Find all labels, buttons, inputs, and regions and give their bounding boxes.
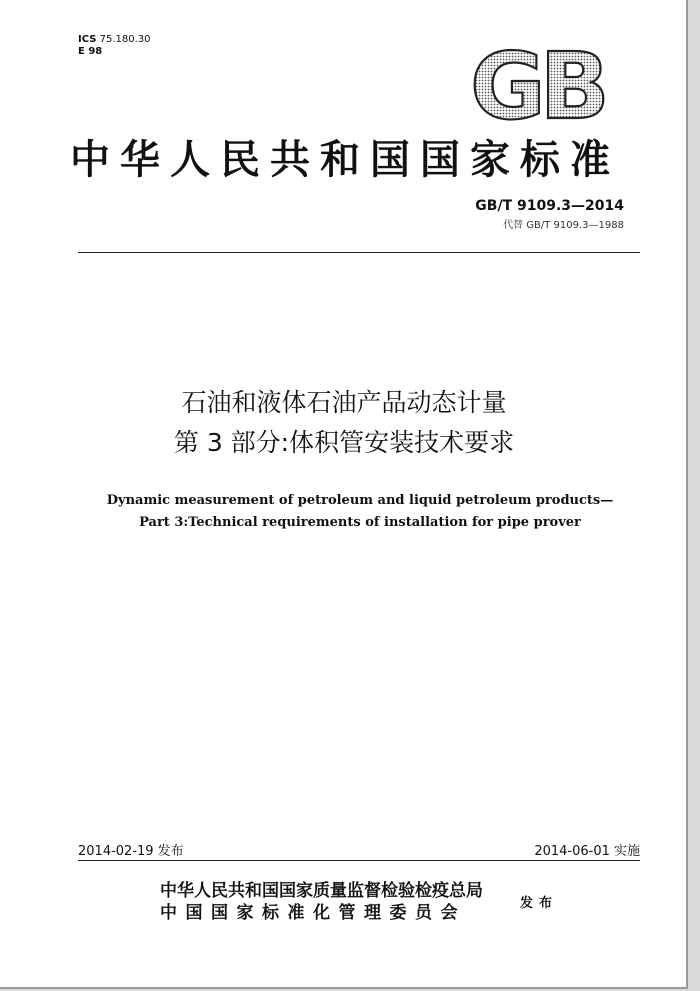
standard-number: GB/T 9109.3—2014 xyxy=(475,198,624,214)
classification-codes xyxy=(78,34,151,58)
chinese-title xyxy=(0,383,688,463)
footer-divider xyxy=(78,860,640,861)
header-divider xyxy=(78,252,640,253)
issue-label: 发布 xyxy=(520,896,559,911)
chinese-title-line2: 第 3 部分:体积管安装技术要求 xyxy=(173,428,515,457)
chinese-title-line1: 石油和液体石油产品动态计量 xyxy=(181,388,507,417)
issue-date: 2014-02-19 发布 xyxy=(78,844,184,859)
gb-logo-text: GB xyxy=(470,40,604,128)
standard-title: 中华人民共和国国家标准 xyxy=(70,136,620,183)
standard-number-block xyxy=(475,198,624,231)
issuer-line1: 中华人民共和国国家质量监督检验检疫总局 xyxy=(160,881,483,901)
class-code: E 98 xyxy=(78,46,103,57)
english-title-line1: Dynamic measurement of petroleum and liquid petroleum products— xyxy=(106,493,614,508)
gb-logo xyxy=(466,40,608,128)
english-title-line2: Part 3:Technical requirements of installation for pipe prover xyxy=(139,515,581,530)
english-title xyxy=(0,490,700,534)
date-row xyxy=(78,840,640,858)
issuing-authorities xyxy=(160,880,483,924)
replaces-note: 代替 GB/T 9109.3—1988 xyxy=(503,220,624,231)
implementation-date: 2014-06-01 实施 xyxy=(534,844,640,859)
issuer-line2: 中国国家标准化管理委员会 xyxy=(160,903,466,923)
ics-label: ICS xyxy=(78,34,97,45)
ics-code: 75.180.30 xyxy=(99,34,151,45)
